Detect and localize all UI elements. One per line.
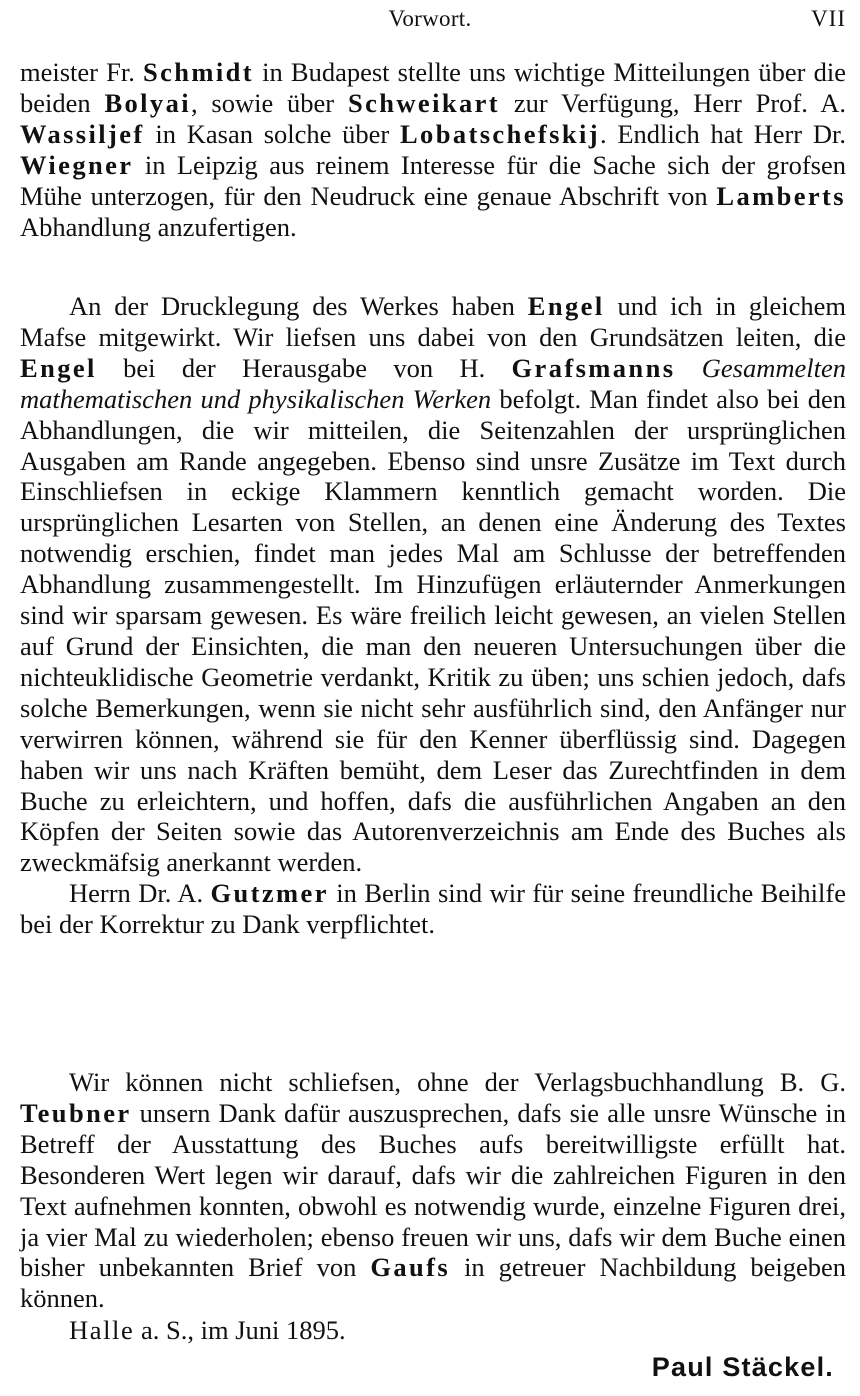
page-number: VII <box>811 6 846 31</box>
text-run: befolgt. Man findet also bei den Abhandlungen, die wir mitteilen, die Seitenzahlen der ursprünglichen Ausgaben am Rande angegeben. Ebenso sind unsre Zusätze im Text durch Einschliefsen in eckige Klammern kenntlich gemacht worden. Die ursprünglichen Lesarten von Stellen, an denen eine Änderung des Textes notwendig erschien, findet man jedes Mal am Schlusse der betreffenden Abhandlung zusammengestellt. Im Hinzufügen erläuternder Anmerkungen sind wir sparsam gewesen. Es wäre freilich leicht gewesen, an vielen Stellen auf Grund der Einsichten, die man den neueren Untersuchungen über die nichteuklidische Geometrie verdankt, Kritik zu üben; uns schien jedoch, dafs solche Bemerkungen, wenn sie nicht sehr ausführlich sind, den Anfänger nur verwirren können, während sie für den Kenner überflüssig sind. Dagegen haben wir uns nach Kräften bemüht, dem Leser das Zurechtfinden in dem Buche zu erleichtern, und hoffen, dafs die ausführlichen Angaben an den Köpfen der Seiten sowie das Autorenverzeichnis am Ende des Buches als zweckmäfsig anerkannt werden. <box>20 383 846 878</box>
paragraph-text <box>20 57 846 242</box>
text-run: . Endlich hat Herr Dr. <box>599 118 846 149</box>
text-run: in Leipzig aus reinem Interesse für die Sache sich der grofsen Mühe unterzogen, für den Neudruck eine genaue Abschrift von <box>20 149 846 211</box>
text-run: Herrn Dr. A. <box>69 878 211 909</box>
place-date-line <box>69 1315 346 1346</box>
place-name: Halle <box>69 1315 135 1345</box>
book-title: Gesammelten mathematischen und physikalischen Werken <box>20 352 847 414</box>
author-signature: Paul Stäckel. <box>651 1352 834 1382</box>
running-header <box>0 6 860 38</box>
person-name: Gutzmer <box>210 878 329 909</box>
person-name: Schmidt <box>142 57 255 87</box>
text-run: unsern Dank dafür auszusprechen, dafs sie alle unsre Wünsche in Betreff der Ausstattung des Buches aufs bereitwilligste erfüllt hat. Besonderen Wert legen wir darauf, dafs wir die zahlreichen Figuren in den Text aufnehmen konnten, obwohl es notwendig wurde, einzelne Figuren drei, ja vier Mal zu wiederholen; ebenso freuen wir uns, dafs wir dem Buche einen bisher unbekannten Brief von <box>20 1097 846 1283</box>
person-name: Lobatschefskij <box>399 118 600 149</box>
paragraph-text <box>20 291 846 878</box>
text-run: , sowie über <box>191 87 348 118</box>
paragraph-thanks <box>20 878 846 940</box>
text-run: in Kasan solche über <box>144 118 400 149</box>
text-run: in getreuer Nachbildung beigeben können. <box>20 1252 846 1314</box>
publisher-name: Teubner <box>20 1097 132 1128</box>
paragraph-publisher <box>20 1067 846 1314</box>
text-run: meister Fr. <box>20 57 143 87</box>
date-text: a. S., im Juni 1895. <box>134 1315 346 1345</box>
person-name: Engel <box>20 352 97 383</box>
paragraph-acknowledgements <box>20 57 846 242</box>
paragraph-editing <box>20 291 846 940</box>
text-run: Wir können nicht schliefsen, ohne der Verlagsbuchhandlung B. G. <box>69 1067 846 1097</box>
paragraph-text <box>20 1067 846 1314</box>
text-run: in Berlin sind wir für seine freundliche Beihilfe bei der Korrektur zu Dank verpflichtet. <box>20 878 846 940</box>
person-name: Schweikart <box>347 87 501 118</box>
text-run: in Budapest stellte uns wichtige Mitteilungen über die beiden <box>20 57 846 118</box>
person-name: Wiegner <box>20 149 134 180</box>
person-name: Gaufs <box>370 1252 451 1283</box>
person-name: Grafsmanns <box>511 352 676 383</box>
person-name: Lamberts <box>716 180 846 211</box>
person-name: Bolyai <box>104 87 191 118</box>
text-run: Abhandlung anzufertigen. <box>20 211 297 242</box>
text-run: zur Verfügung, Herr Prof. A. <box>500 87 846 118</box>
text-run: An der Drucklegung des Werkes haben <box>69 291 528 321</box>
text-run: bei der Herausgabe von H. <box>96 352 512 383</box>
person-name: Wassiljef <box>20 118 145 149</box>
person-name: Engel <box>527 291 605 321</box>
text-run: und ich in gleichem Mafse mitgewirkt. Wir liefsen uns dabei von den Grundsätzen leiten, die <box>20 291 846 352</box>
header-title: Vorwort. <box>388 6 472 31</box>
